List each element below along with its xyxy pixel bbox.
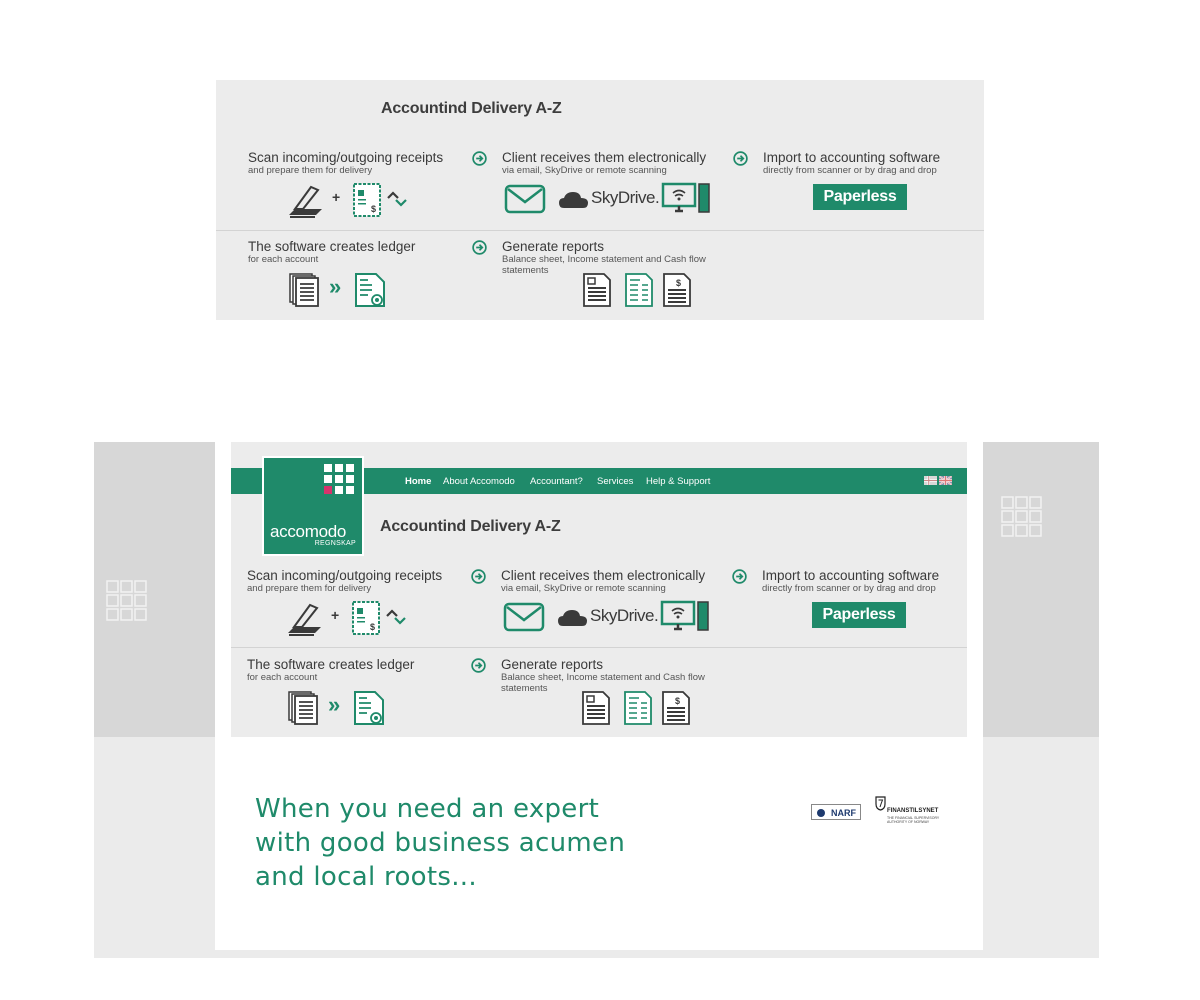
cloud-icon [558,190,590,210]
logo-subtext: REGNSKAP [314,540,356,547]
logo-grid-icon [324,464,354,494]
arrow-right-icon [471,658,486,673]
report-icon [624,272,654,308]
step-import [762,568,939,594]
logo-text: accomodo [270,522,347,541]
accomodo-logo[interactable] [262,456,364,556]
step-heading: The software creates ledger [248,239,416,254]
side-panel-left [94,442,215,737]
step-heading: Scan incoming/outgoing receipts [247,568,443,583]
report-icon [582,272,612,308]
step-ledger [248,239,415,265]
step-scan [248,150,443,176]
panel-title: Accountind Delivery A-Z [381,100,562,117]
transfer-icon [386,191,408,207]
step-heading: Generate reports [502,239,605,254]
tagline-line: with good business acumen [255,828,626,858]
scanner-icon [285,600,325,640]
nav-services[interactable]: Services [597,476,634,487]
step-heading: The software creates ledger [247,657,415,672]
side-panel-right [983,442,1099,737]
nav-help-support[interactable]: Help & Support [646,476,711,487]
step-heading: Import to accounting software [762,568,940,583]
norway-crest-icon [875,795,886,811]
tagline-line: When you need an expert [255,794,600,824]
step-sub: via email, SkyDrive or remote scanning [501,583,666,594]
step-import [763,150,940,176]
report-icon [662,272,692,308]
step-sub: directly from scanner or by drag and drop [762,583,936,594]
step-reports [501,657,731,694]
step-sub: for each account [247,672,318,683]
paperless-logo: Paperless [812,602,906,628]
step-reports [502,239,732,276]
narf-label: NARF [831,808,856,818]
step-sub: for each account [248,254,319,265]
arrow-right-icon [732,569,747,584]
report-icon [661,690,691,726]
narf-logo [811,804,861,820]
paperless-logo: Paperless [813,184,907,210]
nav-home[interactable]: Home [405,476,432,487]
chevrons-icon: » [328,692,341,717]
step-sub: and prepare them for delivery [247,583,372,594]
flag-uk-icon[interactable] [939,476,952,485]
step-ledger [247,657,414,683]
cloud-icon [557,608,589,628]
receipt-icon [351,600,381,636]
skydrive-logo: SkyDrive. [591,188,660,207]
computer-icon [661,182,711,214]
divider [216,230,984,231]
step-sub: directly from scanner or by drag and drop [763,165,937,176]
grid-pattern-icon [1001,496,1043,538]
envelope-icon [503,602,545,632]
delivery-panel [216,80,984,320]
arrow-right-icon [472,240,487,255]
tagline [255,792,625,894]
step-scan [247,568,442,594]
skydrive-logo: SkyDrive. [590,606,659,625]
ledger-icon [353,690,385,726]
flag-norway-icon[interactable] [924,476,937,485]
computer-icon [660,600,710,632]
step-sub: Balance sheet, Income statement and Cash flow statements [502,254,706,276]
chevrons-icon: » [329,274,342,299]
step-client [501,568,705,594]
step-heading: Import to accounting software [763,150,941,165]
document-stack-icon [288,272,320,308]
divider [231,647,967,648]
step-sub: via email, SkyDrive or remote scanning [502,165,667,176]
step-heading: Client receives them electronically [502,150,707,165]
step-heading: Client receives them electronically [501,568,706,583]
finanstilsynet-subtitle: THE FINANCIAL SUPERVISORY AUTHORITY OF NORWAY [887,816,940,824]
panel-title: Accountind Delivery A-Z [380,518,561,535]
arrow-right-icon [733,151,748,166]
step-client [502,150,706,176]
website-mockup [94,442,1099,958]
step-sub: Balance sheet, Income statement and Cash flow statements [501,672,705,694]
plus-sign: + [332,189,341,205]
tagline-line: and local roots... [255,862,477,892]
arrow-right-icon [472,151,487,166]
step-heading: Scan incoming/outgoing receipts [248,150,444,165]
nav-about[interactable]: About Accomodo [443,476,515,487]
scanner-icon [286,182,326,222]
document-stack-icon [287,690,319,726]
plus-sign: + [331,607,340,623]
report-icon [623,690,653,726]
ledger-icon [354,272,386,308]
transfer-icon [385,609,407,625]
nav-accountant[interactable]: Accountant? [530,476,583,487]
envelope-icon [504,184,546,214]
report-icon [581,690,611,726]
finanstilsynet-logo: FINANSTILSYNET [887,808,939,814]
receipt-icon [352,182,382,218]
arrow-right-icon [471,569,486,584]
grid-pattern-icon [106,580,148,622]
page-content [215,442,983,950]
step-heading: Generate reports [501,657,604,672]
step-sub: and prepare them for delivery [248,165,373,176]
